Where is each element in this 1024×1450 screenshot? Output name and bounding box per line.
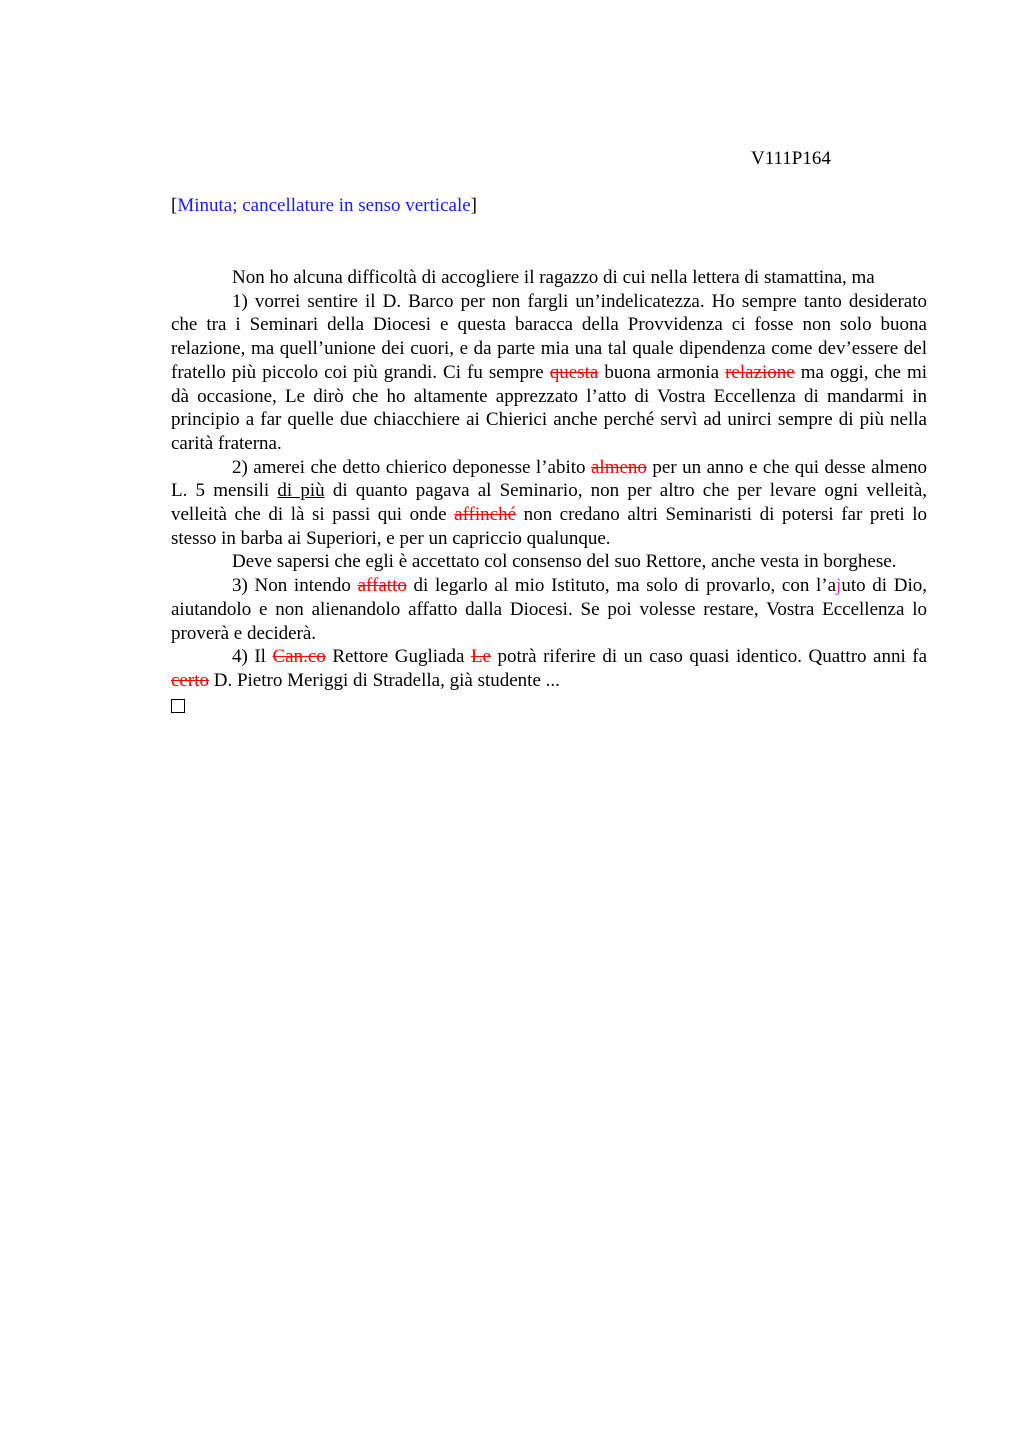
paragraph-5-text-c: uto di Dio, aiutandolo e non alienandolo affatto dalla Diocesi. Se poi volesse restare, Vostra Eccellenza lo proverà e deciderà. (171, 575, 928, 644)
paragraph-3-text-a: 2) amerei che detto chierico deponesse l’abito (232, 456, 586, 478)
letter-body (171, 266, 927, 719)
paragraph-1: Non ho alcuna difficoltà di accogliere il ragazzo di cui nella lettera di stamattina, ma (232, 267, 875, 288)
paragraph-4: Deve sapersi che egli è accettato col consenso del suo Rettore, anche vesta in borghese. (232, 551, 897, 573)
note-close-bracket: ] (470, 195, 477, 216)
deleted-word: relazione (725, 361, 795, 383)
deleted-word: Le (470, 646, 491, 668)
paragraph-2-text-b: buona armonia (604, 361, 720, 383)
inserted-letter: j (836, 575, 842, 597)
deleted-word: Can.co (272, 646, 326, 668)
paragraph-2-text-a: 1) vorrei sentire il D. Barco per non fargli un’indelicatezza. Ho sempre tanto desiderato che tra i Seminari della Diocesi e questa baracca della Provvidenza ci fosse non solo buona relazione, ma quell’unione dei cuori, e da parte mia una tal quale dipendenza come dev’essere del fratello più piccolo coi più grandi. Ci fu sempre (171, 290, 927, 383)
paragraph-3-text-d: non credano altri Seminaristi di potersi far preti lo stesso in barba ai Superiori, e per un capriccio qualunque. (171, 504, 928, 549)
paragraph-6-text-c: potrà riferire di un caso quasi identico. Quattro anni fa (497, 646, 928, 668)
deleted-word: affatto (357, 575, 407, 597)
paragraph-2 (171, 290, 927, 456)
paragraph-5-text-a: 3) Non intendo (232, 575, 351, 597)
end-marker (171, 693, 927, 720)
note-open-bracket: [ (171, 195, 178, 216)
paragraph-5 (171, 574, 927, 645)
paragraph-6 (171, 645, 927, 692)
note-text: Minuta; cancellature in senso verticale (177, 195, 471, 216)
page-reference: V111P164 (751, 148, 831, 169)
deleted-word: almeno (591, 456, 647, 478)
paragraph-6-text-b: Rettore Gugliada (332, 646, 465, 668)
paragraph-2-text-c: ma oggi, che mi dà occasione, Le dirò che ho altamente apprezzato l’atto di Vostra Eccellenza di mandarmi in principio a far quelle due chiacchiere ai Chierici anche perché servì ad unirci sempre di più nella carità fraterna. (171, 361, 928, 454)
paragraph-3-text-b: per un anno e che qui desse almeno L. 5 mensili (171, 456, 928, 502)
deleted-word: questa (549, 361, 599, 383)
deleted-word: affinché (454, 504, 517, 526)
underlined-phrase: di più (277, 480, 325, 502)
editorial-note (171, 195, 477, 217)
paragraph-6-text-d: D. Pietro Meriggi di Stradella, già studente ... (213, 669, 560, 691)
deleted-word: certo (171, 669, 209, 691)
paragraph-3-text-c: di quanto pagava al Seminario, non per altro che per levare ogni velleità, velleità che di là si passi qui onde (171, 480, 928, 526)
paragraph-5-text-b: di legarlo al mio Istituto, ma solo di provarlo, con l’a (413, 575, 837, 597)
paragraph-3 (171, 456, 927, 551)
paragraph-6-text-a: 4) Il (232, 646, 266, 668)
square-outline-icon (171, 699, 185, 713)
